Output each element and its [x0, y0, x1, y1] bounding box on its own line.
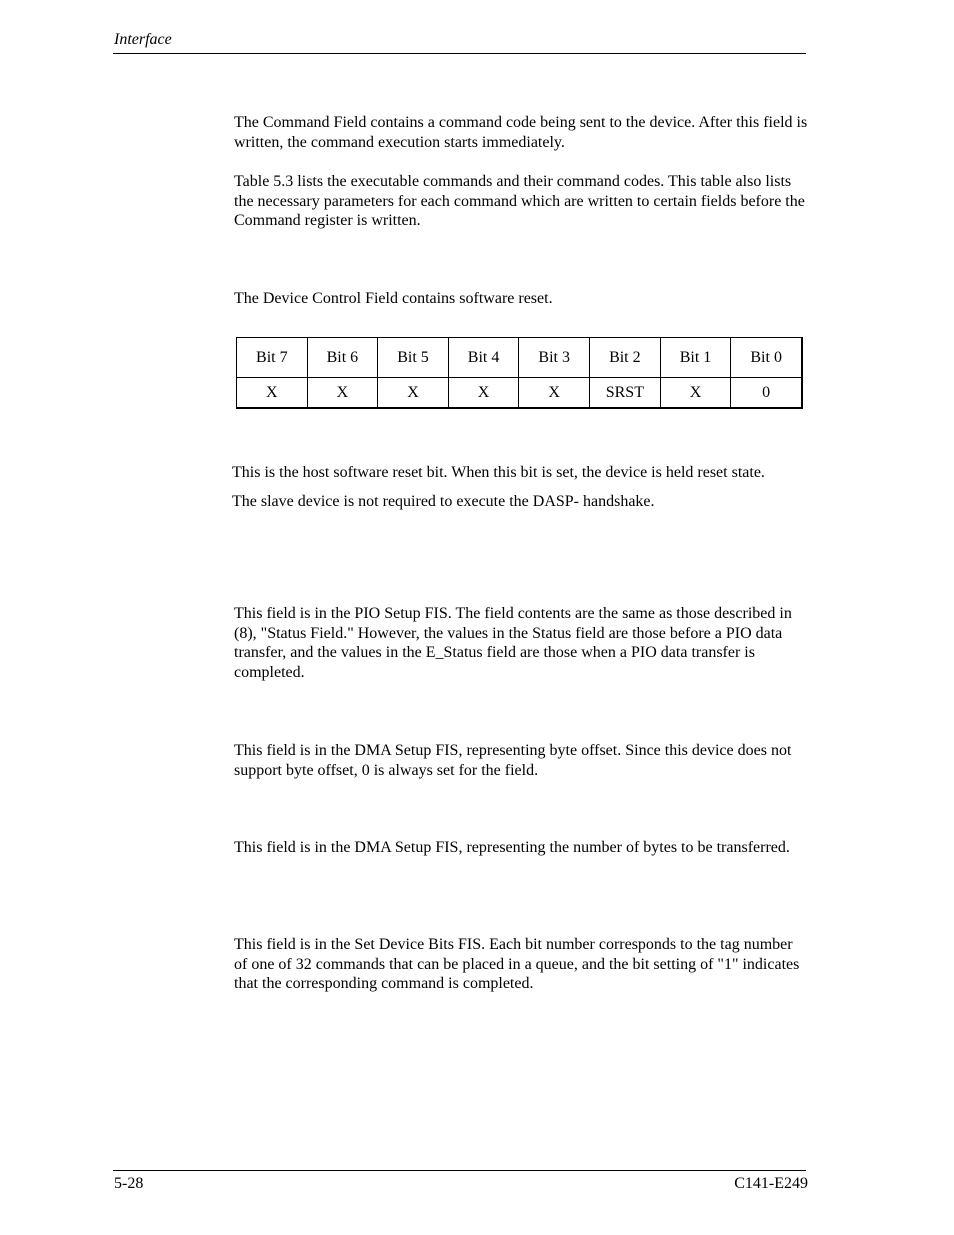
bit-header-cell: Bit 7 — [237, 338, 308, 378]
document-id: C141-E249 — [734, 1175, 808, 1192]
bit-header-cell: Bit 3 — [519, 338, 590, 378]
bit-table-value-row — [237, 378, 803, 409]
sactive-paragraph: This field is in the Set Device Bits FIS. Each bit number corresponds to the tag number of one of 32 commands that can be placed in a queue, and the bit setting of "1" indicates that the corresponding command is completed. — [234, 936, 800, 993]
bit-header-cell: Bit 1 — [660, 338, 731, 378]
bit-table-header-row — [237, 338, 803, 378]
bit-header-cell: Bit 6 — [307, 338, 378, 378]
bit-value-cell: X — [307, 378, 378, 409]
bit-value-cell: SRST — [589, 378, 660, 409]
srst-description-paragraph: This is the host software reset bit. When this bit is set, the device is held reset state. — [232, 464, 765, 481]
bit-value-cell: 0 — [731, 378, 802, 409]
bit-header-cell: Bit 4 — [448, 338, 519, 378]
footer-divider — [113, 1170, 806, 1171]
header-divider — [113, 53, 806, 54]
dasp-note-paragraph: The slave device is not required to execute the DASP- handshake. — [232, 493, 655, 510]
e-status-paragraph: This field is in the PIO Setup FIS. The field contents are the same as those described in (8), "Status Field." However, the values in the Status field are those before a PIO data transfer, and the values in the E_Status field are those when a PIO data transfer is completed. — [234, 605, 792, 682]
device-control-bit-table — [236, 337, 803, 409]
dma-offset-paragraph: This field is in the DMA Setup FIS, representing byte offset. Since this device does not support byte offset, 0 is always set for the field. — [234, 742, 792, 779]
bit-header-cell: Bit 0 — [731, 338, 802, 378]
running-header-title: Interface — [114, 31, 172, 48]
bit-header-cell: Bit 2 — [589, 338, 660, 378]
dma-count-paragraph: This field is in the DMA Setup FIS, representing the number of bytes to be transferred. — [234, 839, 790, 856]
page-number: 5-28 — [114, 1175, 144, 1192]
command-field-paragraph: The Command Field contains a command code being sent to the device. After this field is written, the command execution starts immediately. — [234, 114, 808, 151]
bit-value-cell: X — [237, 378, 308, 409]
bit-value-cell: X — [519, 378, 590, 409]
bit-value-cell: X — [448, 378, 519, 409]
bit-value-cell: X — [378, 378, 449, 409]
bit-header-cell: Bit 5 — [378, 338, 449, 378]
bit-value-cell: X — [660, 378, 731, 409]
table-reference-paragraph: Table 5.3 lists the executable commands and their command codes. This table also lists the necessary parameters for each command which are written to certain fields before the Command register is written. — [234, 173, 805, 230]
device-control-paragraph: The Device Control Field contains software reset. — [234, 290, 553, 307]
